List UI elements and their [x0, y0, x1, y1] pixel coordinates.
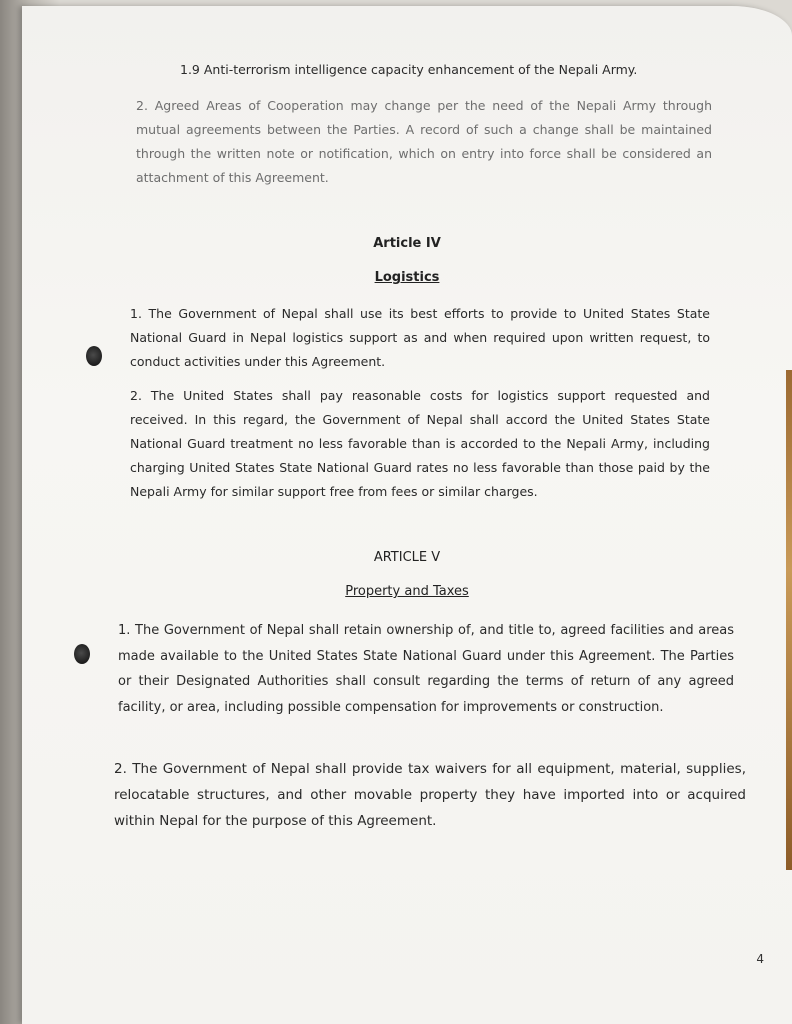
- intro-paragraph: 2. Agreed Areas of Cooperation may change per the need of the Nepali Army through mutual agreements between the Parties. A record of such a change shall be maintained through the written note or notification, which on entry into force shall be considered an attachment of this Agreement.: [136, 98, 712, 185]
- top-heading: 1.9 Anti-terrorism intelligence capacity enhancement of the Nepali Army.: [180, 62, 638, 77]
- punch-hole-top: [86, 346, 102, 366]
- page-number: 4: [756, 952, 764, 966]
- article-iv-title: Logistics: [374, 270, 440, 285]
- article-v-paragraph-2: 2. The Government of Nepal shall provide tax waivers for all equipment, material, supplies, relocatable structures, and other movable property they have imported into or acquired within Nepal for the purpose of this Agreement.: [114, 761, 746, 829]
- punch-hole-bottom: [74, 644, 90, 664]
- article-v-paragraph-1: 1. The Government of Nepal shall retain ownership of, and title to, agreed facilities and areas made available to the United States State National Guard under this Agreement. The Parties or their Designated Authorities shall consult regarding the terms of return of any agreed facility, or area, including possible compensation for improvements or construction.: [118, 623, 734, 715]
- article-iv-paragraph-2: 2. The United States shall pay reasonable costs for logistics support requested and received. In this regard, the Government of Nepal shall accord the United States State National Guard treatment no less favorable than is accorded to the Nepali Army, including charging United States State National Guard rates no less favorable than those paid by the Nepali Army for similar support free from fees or similar charges.: [130, 388, 710, 499]
- article-iv-number: Article IV: [373, 236, 441, 251]
- article-v-number: ARTICLE V: [373, 550, 441, 565]
- desk-edge: [786, 370, 792, 870]
- document-page: [22, 6, 792, 1024]
- article-iv-paragraph-1: 1. The Government of Nepal shall use its best efforts to provide to United States State National Guard in Nepal logistics support as and when required upon written request, to conduct activities under this Agreement.: [130, 306, 710, 369]
- article-v-title: Property and Taxes: [345, 584, 469, 599]
